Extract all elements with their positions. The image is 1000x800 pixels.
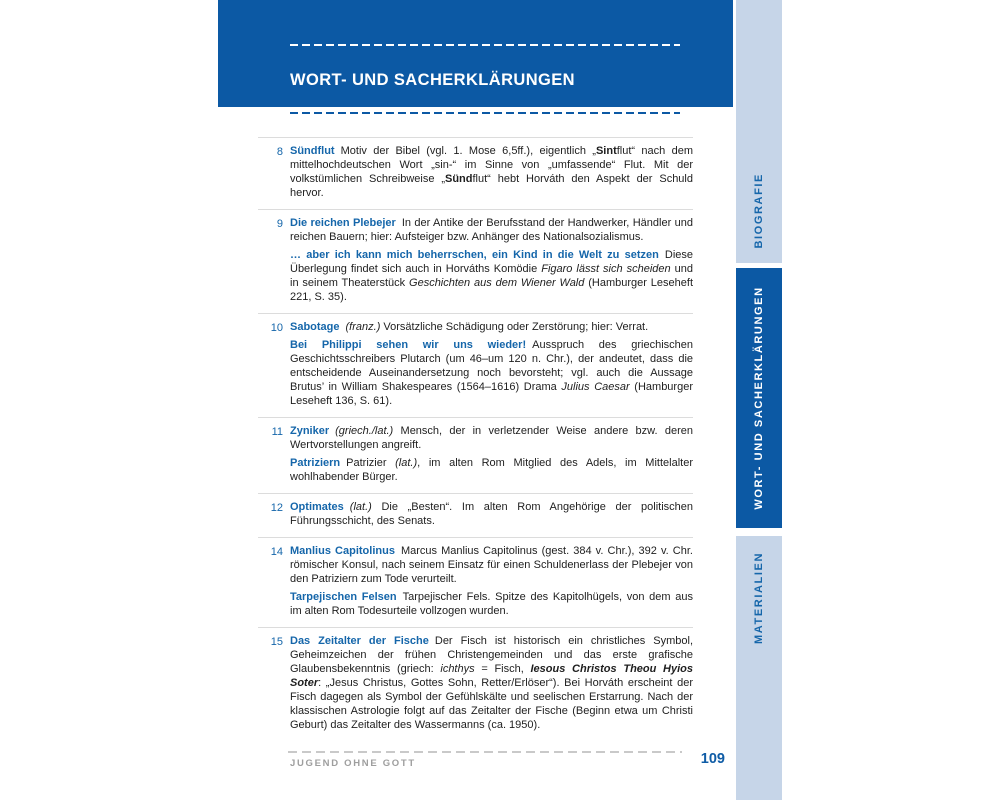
entry-paragraph [290, 338, 693, 408]
entry-term: Bei Philippi sehen wir uns wieder! [290, 339, 527, 351]
entry-text-run: Patrizier [346, 457, 396, 469]
entry-body [290, 144, 693, 200]
entry-text-run: (lat.) [395, 457, 418, 469]
tab-biografie-label: BIOGRAFIE [753, 173, 765, 249]
entry-number: 14 [270, 545, 283, 558]
entry-text-run: Sünd [445, 173, 473, 185]
entry-text-run: (franz.) [345, 321, 381, 333]
entry-term: Manlius Capitolinus [290, 545, 395, 557]
entry-paragraph [290, 216, 693, 244]
entry-text-run: Diese Überlegung findet sich auch in Horváths Komödie [290, 249, 693, 275]
entry-text-run: Mensch, der in verletzender Weise andere bzw. deren Wertvorstellungen angreift. [290, 425, 693, 451]
entry-text-run: : „Jesus Christus, Gottes Sohn, Retter/Erlöser“). Bei Horváth erscheint der Fisch dagegen als Symbol der Gefühlskälte und seelischen Erstarrung. Nach der klassischen Astrologie folgt auf das Zeitalter der Fische (Beginn etwa um Christi Geburt) das Zeitalter des Wassermanns (ca. 1950). [290, 677, 693, 731]
entry-number: 10 [270, 321, 283, 334]
entry-paragraph [290, 500, 693, 528]
tab-wort-und-sacherklaerungen-label: WORT- UND SACHERKLÄRUNGEN [753, 286, 765, 510]
entry-body [290, 634, 693, 732]
entry-text-run: ichthys [440, 663, 475, 675]
entry-text-run: (griech./lat.) [335, 425, 394, 437]
entry-paragraph [290, 634, 693, 732]
entry-body [290, 544, 693, 618]
entry-text-run: Iesous Christos Theou Hyios Soter [290, 663, 693, 689]
entry-term: Die reichen Plebejer [290, 217, 396, 229]
entry-text-run: Geschichten aus dem Wiener Wald [409, 277, 585, 289]
entry [258, 537, 693, 627]
entry-paragraph [290, 248, 693, 304]
entry-text-run: Tarpejischer Fels. Spitze des Kapitolhügels, von dem aus im alten Rom Todesurteile vollzogen wurden. [290, 591, 693, 617]
entry-text-run: Ausspruch des griechischen Geschichtsschreibers Plutarch (um 46–um 120 n. Chr.), der andeutet, dass die entscheidende Auseinandersetzung noch bevorsteht; vgl. auch die Aussage Brutus’ in William Shakespeares (1564–1616) Drama [290, 339, 693, 393]
entry-number: 12 [270, 501, 283, 514]
entry-paragraph [290, 320, 693, 334]
footer-book-title: JUGEND OHNE GOTT [290, 758, 416, 769]
chapter-header [218, 0, 733, 107]
tab-materialien-label: MATERIALIEN [753, 552, 765, 644]
entry-text-run: (lat.) [349, 501, 372, 513]
entry-body [290, 500, 693, 528]
footer-dashed-rule [288, 751, 682, 753]
entry-text-run: (Hamburger Leseheft 221, S. 35). [290, 277, 693, 303]
page-number: 109 [700, 751, 725, 767]
entry-text-run: Die „Besten“. Im alten Rom Angehörige der politischen Führungsschicht, des Senats. [290, 501, 693, 527]
entry-number: 8 [276, 145, 283, 158]
entry-text-run: Marcus Manlius Capitolinus (gest. 384 v. Chr.), 392 v. Chr. römischer Konsul, nach seinem Einsatz für einen Schuldenerlass der Plebejer von den Patriziern zum Tode verurteilt. [290, 545, 693, 585]
entry-term: Sündflut [290, 145, 335, 157]
entry-text-run: (Hamburger Leseheft 136, S. 61). [290, 381, 693, 407]
tab-biografie[interactable] [736, 0, 782, 263]
entry [258, 627, 693, 741]
entry-body [290, 216, 693, 304]
header-dashed-rule-top [290, 44, 680, 46]
entry-body [290, 424, 693, 484]
entry-term: Optimates [290, 501, 344, 513]
entry-text-run: , im alten Rom Mitglied des Adels, im Mittelalter wohlhabender Bürger. [290, 457, 693, 483]
entry [258, 209, 693, 313]
entries [258, 137, 693, 741]
entry-text-run: In der Antike der Berufsstand der Handwerker, Händler und reichen Bauern; hier: Aufsteiger bzw. Anhänger des Nationalsozialismus. [290, 217, 693, 243]
entry-text-run: Julius Caesar [561, 381, 630, 393]
entry-paragraph [290, 544, 693, 586]
entry-text-run: Figaro lässt sich scheiden [541, 263, 671, 275]
entry-text-run: Motiv der Bibel (vgl. 1. Mose 6,5ff.), eigentlich „ [340, 145, 596, 157]
page-title: WORT- UND SACHERKLÄRUNGEN [290, 71, 575, 89]
entry-term: Sabotage [290, 321, 340, 333]
header-dashed-rule-bottom [290, 112, 680, 114]
entry-term: … aber ich kann mich beherrschen, ein Kind in die Welt zu setzen [290, 249, 659, 261]
entry-number: 15 [270, 635, 283, 648]
entry-text-run: und in seinem Theaterstück [290, 263, 693, 289]
entry [258, 493, 693, 537]
entry-text-run: Vorsätzliche Schädigung oder Zerstörung; hier: Verrat. [380, 321, 649, 333]
entry-text-run: flut“ nach dem mittelhochdeutschen Wort „sin-“ im Sinne von „umfassende“ Flut. Mit der volkstümlichen Schreibweise „ [290, 145, 694, 185]
entry-text-run: Der Fisch ist historisch ein christliches Symbol, Geheimzeichen der frühen Christengemeinden und das erste grafische Glaubensbekenntnis (griech: [290, 635, 694, 675]
entry-term: Patriziern [290, 457, 341, 469]
entry [258, 313, 693, 417]
entry [258, 417, 693, 493]
tab-materialien[interactable] [736, 536, 782, 800]
entry-number: 9 [276, 217, 283, 230]
entry-term: Tarpejischen Felsen [290, 591, 397, 603]
entry-text-run: Sint [595, 145, 617, 157]
entry-term: Das Zeitalter der Fische [290, 635, 429, 647]
entry-text-run: = Fisch, [474, 663, 531, 675]
entry-paragraph [290, 590, 693, 618]
entry-body [290, 320, 693, 408]
entry [258, 137, 693, 209]
entry-paragraph [290, 144, 693, 200]
entry-paragraph [290, 424, 693, 452]
entry-number: 11 [271, 425, 283, 438]
tab-wort-und-sacherklaerungen[interactable] [736, 268, 782, 528]
entry-term: Zyniker [290, 425, 330, 437]
entry-text-run: flut“ hebt Horváth den Aspekt der Schuld hervor. [290, 173, 693, 199]
entry-paragraph [290, 456, 693, 484]
